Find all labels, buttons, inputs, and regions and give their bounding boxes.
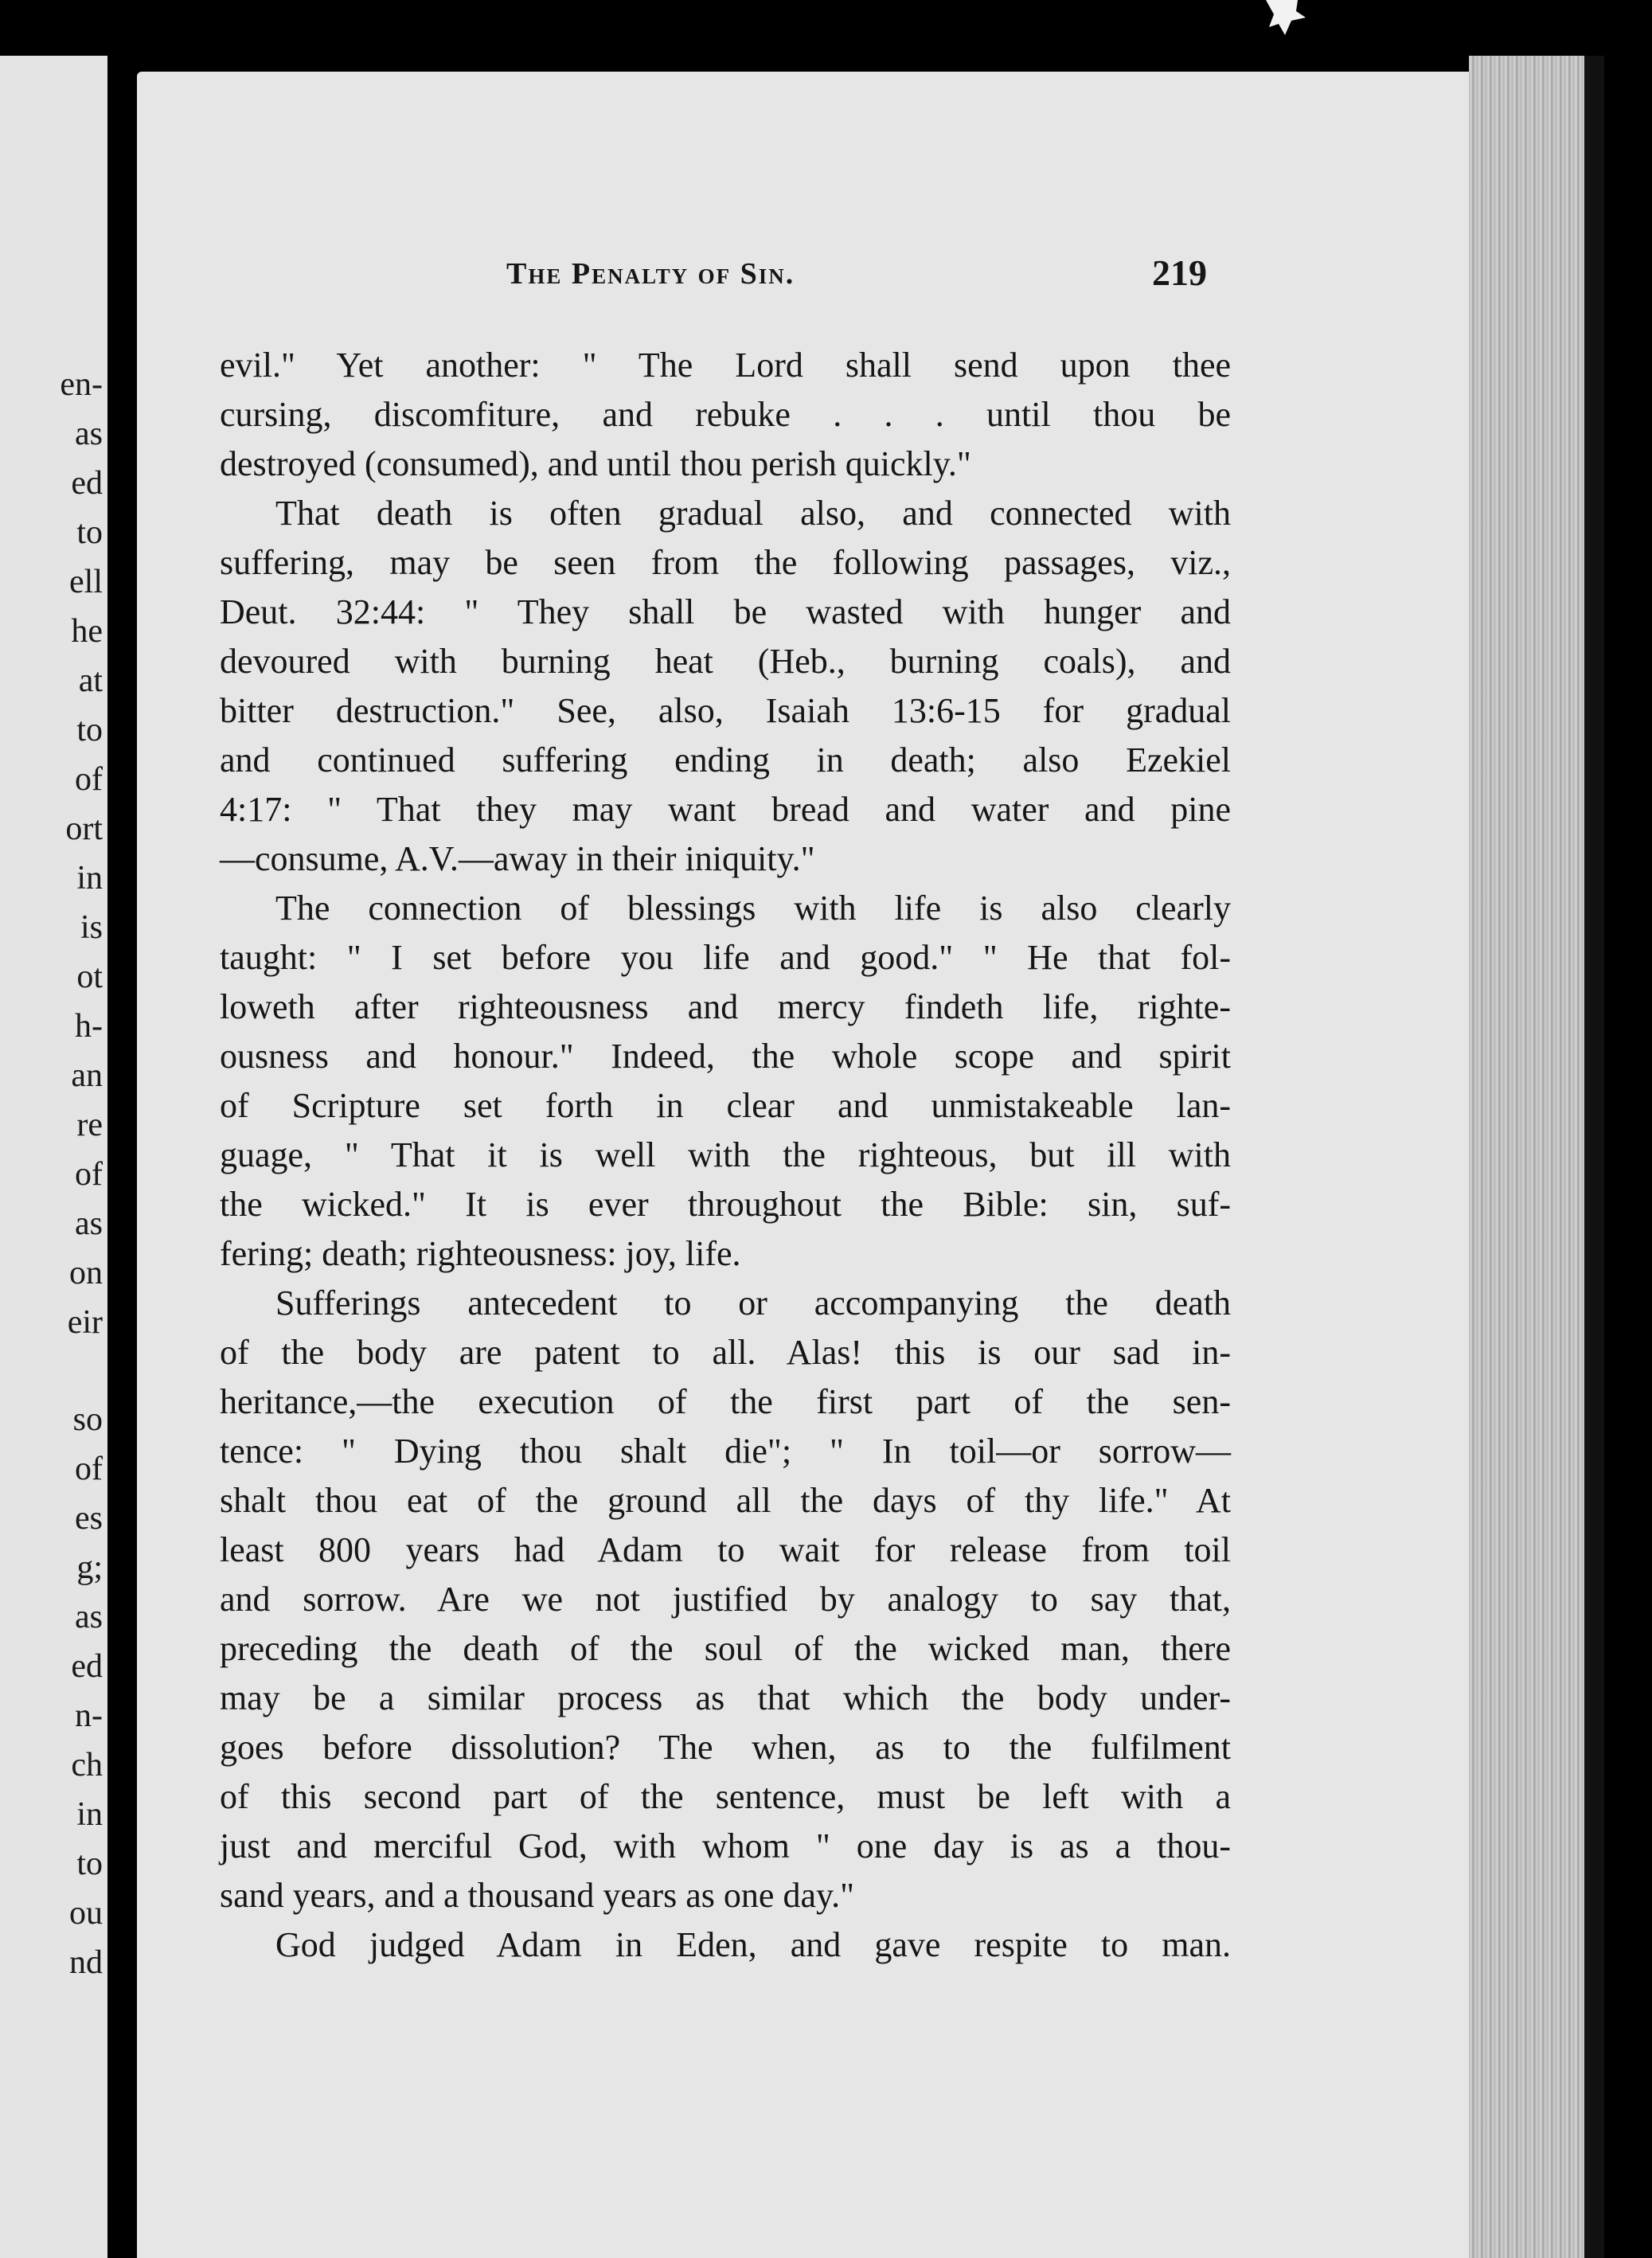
text-line: The connection of blessings with life is also clearly — [275, 889, 1231, 928]
text-line: of this second part of the sentence, must be left with a — [220, 1777, 1231, 1816]
text-line: loweth after righteousness and mercy findeth life, righte- — [220, 987, 1231, 1026]
facing-page-fragment: es — [75, 1500, 103, 1537]
text-line: fering; death; righteousness: joy, life. — [220, 1234, 741, 1273]
facing-page-fragment: to — [76, 1846, 103, 1882]
text-line: of Scripture set forth in clear and unmistakeable lan- — [220, 1086, 1231, 1125]
facing-page-fragment: ou — [69, 1895, 103, 1932]
text-line: just and merciful God, with whom " one day is as a thou- — [220, 1826, 1231, 1865]
text-line: 4:17: " That they may want bread and water and pine — [220, 790, 1231, 829]
facing-page-fragment: on — [69, 1255, 103, 1291]
facing-page-fragment: nd — [69, 1944, 103, 1981]
facing-page-fragment: h- — [75, 1008, 103, 1045]
text-line: goes before dissolution? The when, as to the fulfilment — [220, 1728, 1231, 1767]
page-number: 219 — [1152, 252, 1207, 293]
facing-page-fragment: of — [75, 1156, 103, 1193]
facing-page-fragment: so — [72, 1401, 103, 1438]
facing-page-fragment: at — [78, 662, 103, 699]
facing-page-fragment: ort — [65, 811, 103, 847]
running-head: The Penalty of Sin. — [506, 257, 795, 291]
text-line: devoured with burning heat (Heb., burning coals), and — [220, 642, 1231, 681]
facing-page-fragment: as — [75, 416, 103, 452]
facing-page-fragment: of — [75, 761, 103, 798]
text-line: suffering, may be seen from the following passages, viz., — [220, 543, 1231, 582]
text-line: shalt thou eat of the ground all the days of thy life." At — [220, 1481, 1231, 1520]
facing-page-fragment: re — [76, 1107, 103, 1143]
facing-page-fragment: ed — [71, 1648, 103, 1685]
text-line: bitter destruction." See, also, Isaiah 13:6-15 for gradual — [220, 691, 1231, 730]
page-header — [220, 252, 1207, 304]
facing-page-fragment: of — [75, 1451, 103, 1487]
text-line: tence: " Dying thou shalt die"; " In toil—or sorrow— — [220, 1432, 1231, 1471]
text-line: of the body are patent to all. Alas! this is our sad in- — [220, 1333, 1231, 1372]
facing-page-fragment: in — [76, 1796, 103, 1833]
facing-page-fragment: ch — [71, 1747, 103, 1783]
text-line: —consume, A.V.—away in their iniquity." — [220, 839, 815, 878]
facing-page-fragment: g; — [76, 1549, 103, 1586]
facing-page-fragment: eir — [67, 1304, 103, 1341]
facing-page-fragment: ot — [76, 959, 103, 995]
text-line: the wicked." It is ever throughout the Bible: sin, suf- — [220, 1185, 1231, 1224]
scan-blemish-mark — [1250, 0, 1314, 40]
text-line: and sorrow. Are we not justified by analogy to say that, — [220, 1580, 1231, 1619]
facing-page-fragment: as — [75, 1599, 103, 1635]
text-line: heritance,—the execution of the first part of the sen- — [220, 1382, 1231, 1421]
facing-page-fragment: en- — [60, 366, 103, 403]
text-line: God judged Adam in Eden, and gave respite to man. — [275, 1925, 1231, 1964]
facing-page-fragment: to — [76, 712, 103, 748]
text-line: sand years, and a thousand years as one day." — [220, 1876, 855, 1915]
text-line: ousness and honour." Indeed, the whole scope and spirit — [220, 1037, 1231, 1076]
facing-page-fragment: n- — [75, 1697, 103, 1734]
facing-page-fragment: to — [76, 514, 103, 551]
text-line: evil." Yet another: " The Lord shall send upon thee — [220, 346, 1231, 385]
facing-page-fragment: as — [75, 1205, 103, 1242]
text-line: and continued suffering ending in death; also Ezekiel — [220, 740, 1231, 779]
text-line: may be a similar process as that which the body under- — [220, 1678, 1231, 1717]
page-body-text — [220, 341, 1231, 1970]
text-line: Sufferings antecedent to or accompanying the death — [275, 1283, 1231, 1322]
facing-page-edge — [0, 56, 107, 2258]
text-line: preceding the death of the soul of the wicked man, there — [220, 1629, 1231, 1668]
facing-page-fragment: ell — [69, 564, 103, 600]
text-line: least 800 years had Adam to wait for release from toil — [220, 1530, 1231, 1569]
text-line: destroyed (consumed), and until thou perish quickly." — [220, 444, 971, 483]
facing-page-fragment: ed — [71, 465, 103, 502]
text-line: cursing, discomfiture, and rebuke . . . until thou be — [220, 395, 1231, 434]
text-line: Deut. 32:44: " They shall be wasted with hunger and — [220, 592, 1231, 631]
text-line: That death is often gradual also, and connected with — [275, 494, 1231, 533]
text-line: guage, " That it is well with the righteous, but ill with — [220, 1135, 1231, 1174]
facing-page-fragment: is — [80, 909, 103, 946]
facing-page-fragment: an — [71, 1057, 103, 1094]
binding-shadow — [1584, 56, 1604, 2258]
facing-page-fragment: he — [71, 613, 103, 650]
text-line: taught: " I set before you life and good." " He that fol- — [220, 938, 1231, 977]
page-stack-edges — [1469, 56, 1596, 2258]
facing-page-fragment: in — [76, 860, 103, 897]
